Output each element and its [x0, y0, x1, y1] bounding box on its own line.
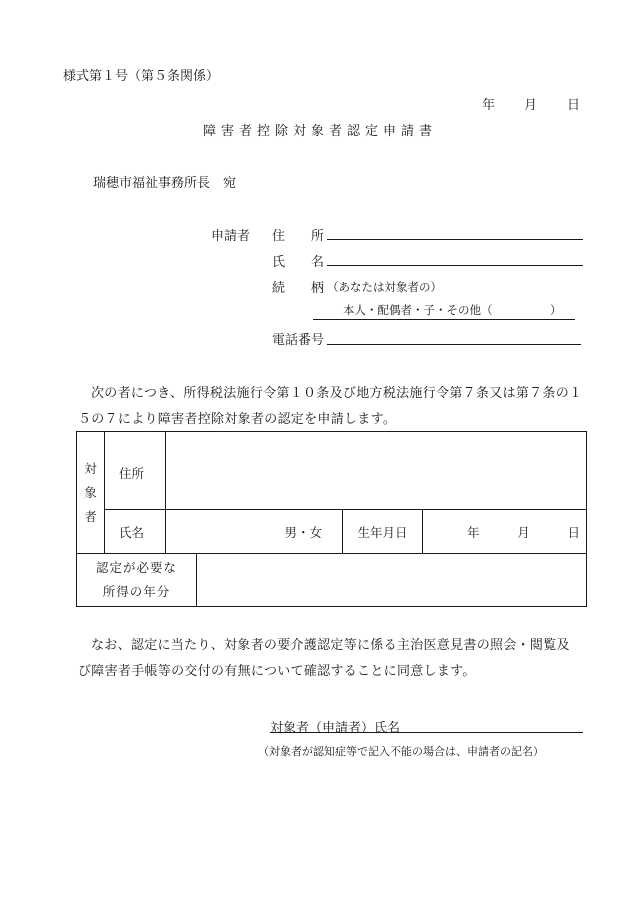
subject-table: [76, 431, 587, 607]
consent-statement: なお、認定に当たり、対象者の要介護認定等に係る主治医意見書の照会・閲覧及び障害者手帳等の交付の有無について確認することに同意します。: [78, 638, 570, 679]
subject-address-cell[interactable]: [166, 432, 587, 510]
relation-label: 続 柄: [272, 281, 325, 296]
subject-name-cell[interactable]: [166, 510, 343, 554]
signature-note: （対象者が認知症等で記入不能の場合は、申請者の記名）: [258, 745, 544, 758]
subject-char-1: 対: [84, 460, 97, 476]
signature-field[interactable]: [270, 732, 583, 733]
required-year-label: [77, 554, 197, 607]
birth-month-label: 月: [517, 524, 530, 540]
signature-label: 対象者（申請者）氏名: [270, 721, 401, 736]
relation-note: （あなたは対象者の）: [327, 280, 442, 294]
subject-address-label: 住所: [105, 432, 166, 510]
subject-vertical-label: [77, 432, 105, 554]
date-month-label: 月: [524, 98, 538, 113]
birth-year-label: 年: [467, 524, 480, 540]
application-statement: 次の者につき、所得税法施行令第１０条及び地方税法施行令第７条又は第７条の１５の７により障害者控除対象者の認定を申請します。: [78, 386, 583, 427]
subject-char-2: 象: [84, 484, 97, 500]
name-field[interactable]: [327, 265, 583, 266]
required-label-line1: 認定が必要な: [95, 560, 177, 575]
date-day-label: 日: [567, 98, 581, 113]
birthdate-cell[interactable]: [423, 510, 587, 554]
required-label-line2: 所得の年分: [102, 584, 171, 599]
gender-option[interactable]: 男・女: [284, 524, 322, 540]
phone-label: 電話番号: [272, 333, 325, 348]
required-year-cell[interactable]: [197, 554, 587, 607]
birth-day-label: 日: [567, 524, 580, 540]
applicant-label: 申請者: [211, 229, 251, 244]
relation-options[interactable]: 本人・配偶者・子・その他（ ）: [343, 303, 562, 317]
relation-underline: [313, 319, 575, 320]
phone-field[interactable]: [327, 344, 581, 345]
date-year-label: 年: [482, 98, 496, 113]
addressee: 瑞穂市福祉事務所長 宛: [93, 176, 237, 191]
name-label: 氏 名: [272, 255, 325, 270]
page-title: 障害者控除対象者認定申請書: [203, 124, 438, 139]
form-number: 様式第１号（第５条関係）: [63, 69, 220, 84]
subject-name-label: 氏名: [105, 510, 166, 554]
address-label: 住 所: [272, 229, 325, 244]
subject-char-3: 者: [84, 508, 97, 524]
birthdate-label: 生年月日: [343, 510, 423, 554]
address-field[interactable]: [327, 239, 583, 240]
